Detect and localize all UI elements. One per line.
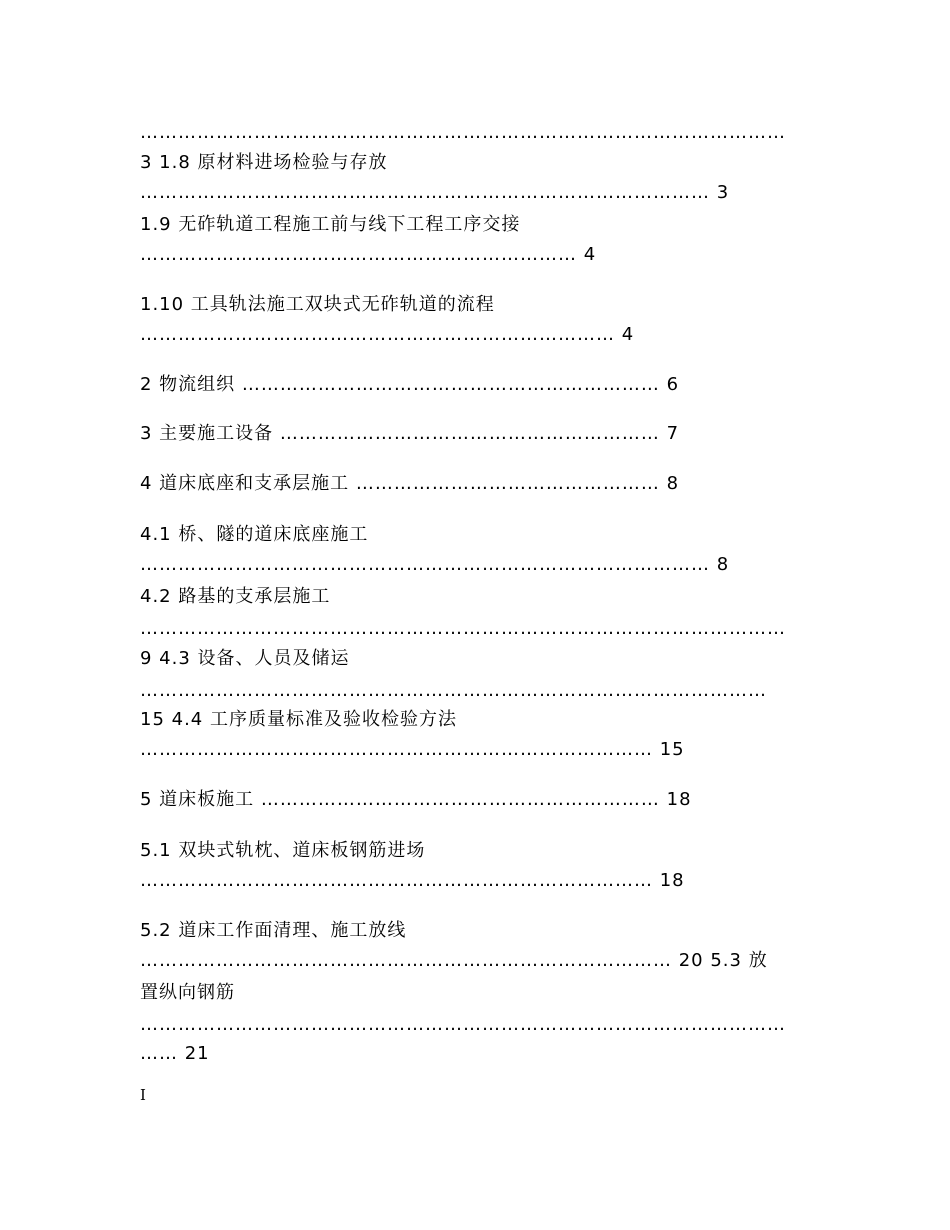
toc-entry-5-1: 5.1 双块式轨枕、道床板钢筋进场 bbox=[140, 840, 426, 861]
toc-entry-5: 5 道床板施工 ……………………………………………………… 18 bbox=[140, 789, 692, 810]
toc-dot-leader: ……………………………………………………………………………… 8 bbox=[140, 554, 730, 575]
toc-dot-leader: …………………………………………………………… 4 bbox=[140, 244, 597, 265]
toc-entry-5-3: 置纵向钢筋 bbox=[140, 982, 235, 1003]
toc-entry-1-8: 3 1.8 原材料进场检验与存放 bbox=[140, 152, 388, 173]
toc-entry-1-10: 1.10 工具轨法施工双块式无砟轨道的流程 bbox=[140, 294, 495, 315]
toc-page-ref: …… 21 bbox=[140, 1043, 210, 1064]
toc-entry-2: 2 物流组织 ………………………………………………………… 6 bbox=[140, 374, 680, 395]
toc-entry-4-1: 4.1 桥、隧的道床底座施工 bbox=[140, 524, 369, 545]
toc-entry-3: 3 主要施工设备 …………………………………………………… 7 bbox=[140, 423, 680, 444]
toc-dot-leader: ……………………………………………………………………………… 3 bbox=[140, 182, 730, 203]
toc-entry-4-3: 9 4.3 设备、人员及储运 bbox=[140, 648, 350, 669]
toc-dot-leader: ………………………………………………………………………………………… bbox=[140, 1014, 786, 1035]
toc-entry-1-9: 1.9 无砟轨道工程施工前与线下工程工序交接 bbox=[140, 214, 521, 235]
toc-entry-5-2: 5.2 道床工作面清理、施工放线 bbox=[140, 920, 407, 941]
toc-dot-leader: ……………………………………………………………………… 18 bbox=[140, 870, 685, 891]
toc-dot-leader: ……………………………………………………………………………………… bbox=[140, 680, 767, 701]
toc-dot-leader: ………………………………………………………………………… 20 5.3 放 bbox=[140, 950, 768, 971]
toc-entry-4-2: 4.2 路基的支承层施工 bbox=[140, 586, 331, 607]
toc-entry-4: 4 道床底座和支承层施工 ………………………………………… 8 bbox=[140, 473, 680, 494]
toc-dot-leader: ………………………………………………………………… 4 bbox=[140, 324, 635, 345]
page-number: I bbox=[140, 1086, 146, 1104]
toc-entry-4-4: 15 4.4 工序质量标准及验收检验方法 bbox=[140, 709, 457, 730]
toc-dot-leader: ……………………………………………………………………… 15 bbox=[140, 739, 685, 760]
toc-dot-leader: ………………………………………………………………………………………… bbox=[140, 122, 786, 143]
toc-dot-leader: ………………………………………………………………………………………… bbox=[140, 618, 786, 639]
